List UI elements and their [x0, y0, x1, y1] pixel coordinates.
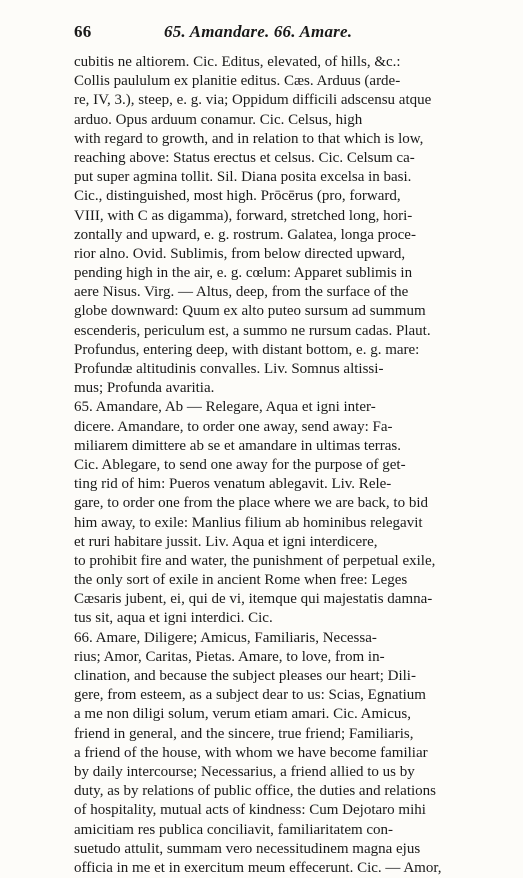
text-line: Cic., distinguished, most high. Prōcērus (pro, forward,: [74, 188, 401, 205]
text-line: mus; Profunda avaritia.: [74, 380, 215, 397]
text-line: of hospitality, mutual acts of kindness: Cum Dejotaro mihi: [74, 802, 426, 819]
text-line: miliarem dimittere ab se et amandare in ultimas terras.: [74, 437, 401, 454]
text-line: duty, as by relations of public office, the duties and relations: [74, 783, 436, 800]
text-line: ting rid of him: Pueros venatum ablegavit. Liv. Rele-: [74, 476, 392, 493]
text-line: arduo. Opus arduum conamur. Cic. Celsus, high: [74, 111, 363, 128]
text-line: re, IV, 3.), steep, e. g. via; Oppidum difficili adscensu atque: [74, 92, 432, 109]
body-text: [74, 53, 466, 878]
text-line: dicere. Amandare, to order one away, send away: Fa-: [74, 418, 393, 435]
text-line: Cæsaris jubent, ei, qui de vi, itemque qui majestatis damna-: [74, 591, 433, 608]
text-line: rior alno. Ovid. Sublimis, from below directed upward,: [74, 245, 406, 262]
text-line: pending high in the air, e. g. cœlum: Apparet sublimis in: [74, 265, 413, 282]
text-line: escenderis, periculum est, a summo ne rursum cadas. Plaut.: [74, 322, 431, 339]
text-line: friend in general, and the sincere, true friend; Familiaris,: [74, 725, 414, 742]
text-line: to prohibit fire and water, the punishment of perpetual exile,: [74, 552, 436, 569]
text-line: a friend of the house, with whom we have become familiar: [74, 744, 428, 761]
text-line: Profundæ altitudinis convalles. Liv. Somnus altissi-: [74, 361, 384, 377]
text-line: cubitis ne altiorem. Cic. Editus, elevated, of hills, &c.:: [74, 54, 401, 70]
running-head: 65. Amandare. 66. Amare.: [164, 22, 353, 41]
text-line: rius; Amor, Caritas, Pietas. Amare, to love, from in-: [74, 648, 385, 665]
text-line: gare, to order one from the place where we are back, to bid: [74, 495, 429, 512]
text-line: VIII, with C as digamma), forward, stretched long, hori-: [74, 207, 413, 224]
text-line: tus sit, aqua et igni interdici. Cic.: [74, 610, 273, 627]
text-line: with regard to growth, and in relation to that which is low,: [74, 130, 424, 147]
text-line: 65. Amandare, Ab — Relegare, Aqua et igni inter-: [74, 399, 376, 416]
text-line: put super agmina tollit. Sil. Diana posita excelsa in basi.: [74, 169, 412, 186]
text-line: officia in me et in exercitum meum effecerunt. Cic. — Amor,: [74, 859, 442, 876]
page-number: 66: [74, 22, 92, 41]
text-line: gere, from esteem, as a subject dear to us: Scias, Egnatium: [74, 687, 426, 704]
text-line: amicitiam res publica conciliavit, familiaritatem con-: [74, 821, 394, 838]
text-line: clination, and because the subject pleases our heart; Dili-: [74, 668, 416, 684]
text-line: 66. Amare, Diligere; Amicus, Familiaris, Necessa-: [74, 629, 377, 646]
text-line: a me non diligi solum, verum etiam amari. Cic. Amicus,: [74, 706, 412, 723]
text-line: Profundus, entering deep, with distant bottom, e. g. mare:: [74, 341, 420, 358]
text-line: the only sort of exile in ancient Rome when free: Leges: [74, 572, 408, 589]
text-line: zontally and upward, e. g. rostrum. Galatea, longa proce-: [74, 226, 416, 243]
text-line: reaching above: Status erectus et celsus. Cic. Celsum ca-: [74, 149, 415, 166]
text-line: suetudo attulit, summam vero necessitudinem magna ejus: [74, 840, 421, 857]
text-line: Collis paululum ex planitie editus. Cæs. Arduus (arde-: [74, 73, 401, 90]
page-header: [74, 22, 462, 44]
text-line: Cic. Ablegare, to send one away for the purpose of get-: [74, 456, 406, 473]
text-line: by daily intercourse; Necessarius, a friend allied to us by: [74, 763, 415, 780]
text-line: him away, to exile: Manlius filium ab hominibus relegavit: [74, 514, 423, 531]
text-line: et ruri habitare jussit. Liv. Aqua et igni interdicere,: [74, 533, 378, 550]
text-line: aere Nisus. Virg. — Altus, deep, from the surface of the: [74, 284, 409, 301]
text-line: globe downward: Quum ex alto puteo sursum ad summum: [74, 303, 426, 320]
